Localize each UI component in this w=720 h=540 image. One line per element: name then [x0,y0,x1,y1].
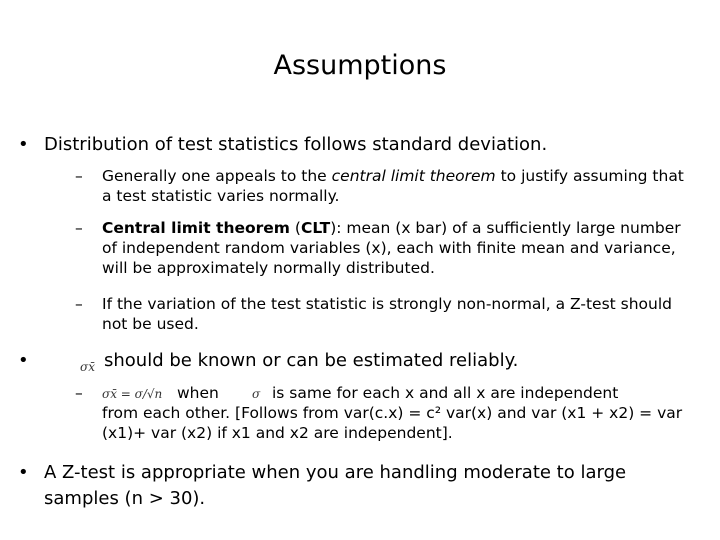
bullet-text: A Z-test is appropriate when you are handling moderate to large samples (n > 30). [44,462,627,509]
bullet-marker: • [18,134,29,155]
sub-bullet-text: If the variation of the test statistic is strongly non-normal, a Z-test should not be used. [102,295,672,333]
when-text: when [177,384,219,402]
dash-marker: – [75,219,83,237]
sub-bullet-text [102,166,692,206]
dash-marker: – [75,167,83,185]
bullet-text: Distribution of test statistics follows standard deviation. [44,134,548,155]
bold-text: Central limit theorem [102,219,290,237]
sigma-xbar-symbol: σx̄ [80,360,95,374]
sub-bullet-text [102,218,692,278]
dash-marker: – [75,295,83,313]
standard-error-formula: σx̄ = σ/√n [102,387,163,401]
text-run: Generally one appeals to the [102,167,332,185]
bullet-text: should be known or can be estimated reliably. [104,350,519,371]
bullet-marker: • [18,350,29,371]
emphasis-text: central limit theorem [331,167,496,185]
slide-title: Assumptions [273,50,447,81]
sigma-symbol: σ [252,387,261,401]
text-run: ( [289,219,301,237]
bullet-marker: • [18,462,29,483]
sub-bullet-continuation: from each other. [Follows from var(c.x) = c² var(x) and var (x1 + x2) = var (x1)+ var (x2) if x1 and x2 are independent]. [102,404,683,442]
is-same-text: is same for each x and all x are independent [272,384,619,402]
text-run: ): mean (x bar) of a sufficiently large number of independent random variables (x), each with finite mean and variance, will be approximately normally distributed. [102,219,681,277]
dash-marker: – [75,384,83,402]
bold-text: CLT [300,219,331,237]
text-run: to justify assuming that a test statistic varies normally. [102,167,684,205]
